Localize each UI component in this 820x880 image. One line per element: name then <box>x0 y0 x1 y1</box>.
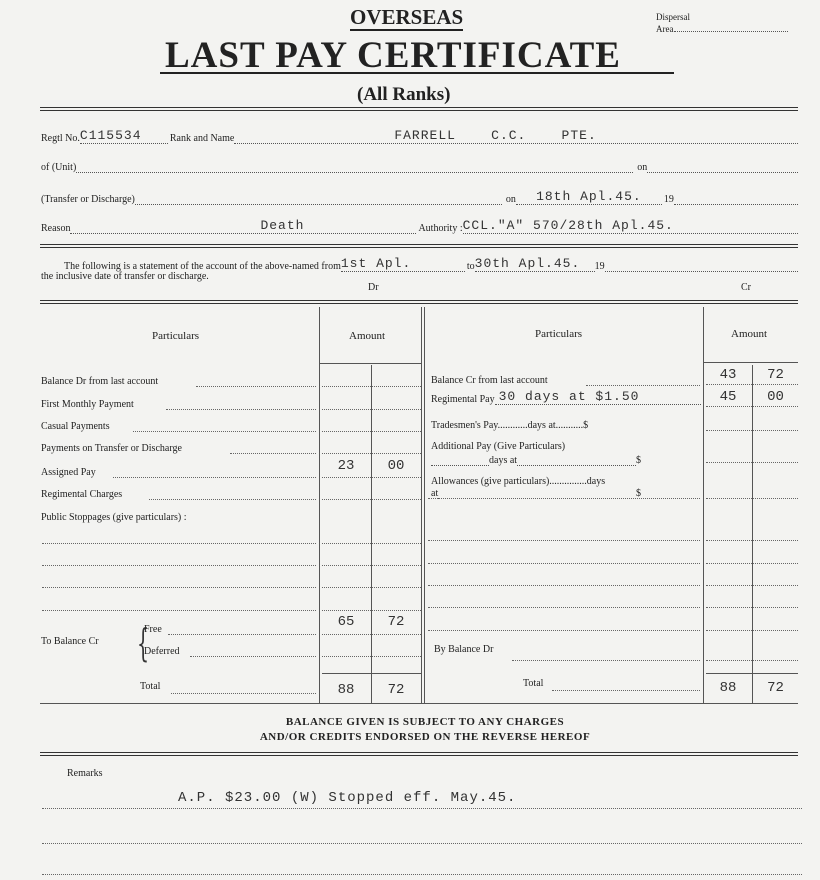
reason-label: Reason <box>41 223 71 234</box>
left-row-assigned: Assigned Pay <box>41 467 96 478</box>
balance-cr-cents: 72 <box>767 367 784 383</box>
right-dots-f <box>428 630 700 631</box>
year-label: 19 <box>663 194 674 205</box>
right-total-line <box>706 673 798 674</box>
col-line-1 <box>319 307 320 703</box>
regimental-pay-value: 30 days at $1.50 <box>495 389 701 405</box>
regtl-value: C115534 <box>80 128 168 144</box>
left-amt-dots-10 <box>322 610 421 611</box>
right-amt-dots-10 <box>706 630 798 631</box>
transfer-value <box>135 204 502 205</box>
right-row-additional-days <box>431 455 641 466</box>
free-label: Free <box>144 624 162 635</box>
left-amt-dots-2 <box>322 409 421 410</box>
right-row-additional: Additional Pay (Give Particulars) <box>431 441 566 452</box>
reg-pay-cents: 00 <box>767 389 784 405</box>
statement-line2: the inclusive date of transfer or discharge. <box>41 271 209 282</box>
left-dots-9 <box>42 587 316 588</box>
left-amt-dots-9 <box>322 587 421 588</box>
col-line-3 <box>421 307 422 703</box>
title-underline <box>160 72 674 74</box>
left-dots-5 <box>113 477 316 478</box>
notice-divider <box>40 752 798 756</box>
left-amt-dots-11 <box>322 634 421 635</box>
left-dots-8 <box>42 565 316 566</box>
authority-value: CCL."A" 570/28th Apl.45. <box>463 218 798 234</box>
on-value <box>647 172 798 173</box>
regtl-label: Regtl No. <box>41 133 80 144</box>
left-particulars-header: Particulars <box>152 330 200 342</box>
right-amt-dots-11 <box>706 660 798 661</box>
assigned-dollars: 23 <box>337 458 355 474</box>
left-row-stoppages: Public Stoppages (give particulars) : <box>41 512 187 523</box>
dollar-sign-1: $ <box>636 455 641 466</box>
right-dots-a <box>428 498 700 499</box>
col-line-6 <box>752 365 753 703</box>
right-dots-total <box>552 690 700 691</box>
left-amt-dots-1 <box>322 386 421 387</box>
dollar-sign-2: $ <box>636 488 641 499</box>
right-amount-header: Amount <box>731 328 768 340</box>
right-amt-dots-3 <box>706 430 798 431</box>
statement-row <box>64 256 798 272</box>
remarks-label: Remarks <box>67 768 103 779</box>
right-row-regimental-pay <box>431 389 701 405</box>
header-row-line-left <box>319 363 421 364</box>
free-cents: 72 <box>387 614 405 630</box>
top-divider <box>40 107 798 111</box>
by-balance-dr-label: By Balance Dr <box>434 644 494 655</box>
assigned-cents: 00 <box>387 458 405 474</box>
right-amt-dots-5 <box>706 498 798 499</box>
right-dots-e <box>428 607 700 608</box>
notice-line-2: AND/OR CREDITS ENDORSED ON THE REVERSE HEREOF <box>259 731 591 743</box>
regtl-row <box>41 128 798 144</box>
left-dots-deferred <box>190 656 316 657</box>
additional-days-label: days at <box>489 455 518 466</box>
right-dots-c <box>428 563 700 564</box>
on2-label: on <box>505 194 516 205</box>
fields-divider <box>40 244 798 248</box>
deferred-label: Deferred <box>144 646 180 657</box>
from-value: 1st Apl. <box>341 256 465 272</box>
to-value: 30th Apl.45. <box>475 256 595 272</box>
header-row-line-right <box>703 362 798 363</box>
authority-label: Authority : <box>418 223 463 234</box>
remarks-line-3 <box>42 874 802 875</box>
left-amt-dots-6 <box>322 499 421 500</box>
page-title: LAST PAY CERTIFICATE <box>165 35 621 76</box>
area-label-text: Area <box>656 24 674 34</box>
left-amt-dots-4 <box>322 453 421 454</box>
right-particulars-header: Particulars <box>535 328 583 340</box>
total-label-right: Total <box>523 678 544 689</box>
dr-label: Dr <box>368 282 379 293</box>
left-row-first-monthly: First Monthly Payment <box>41 399 134 410</box>
left-row-regimental: Regimental Charges <box>41 489 123 500</box>
left-amt-dots-3 <box>322 431 421 432</box>
total-cents-left: 72 <box>387 682 405 698</box>
regimental-pay-label: Regimental Pay <box>431 394 495 405</box>
year-value <box>674 204 798 205</box>
remarks-line-1 <box>42 808 802 809</box>
transfer-row <box>41 189 798 205</box>
reason-row <box>41 218 798 234</box>
page-subtitle: (All Ranks) <box>357 84 451 105</box>
left-dots-1 <box>196 386 316 387</box>
overseas-heading: OVERSEAS <box>350 5 464 29</box>
total-label-left: Total <box>140 681 161 692</box>
right-amt-dots-6 <box>706 540 798 541</box>
right-dots-b <box>428 540 700 541</box>
dispersal-label: Dispersal <box>656 12 690 22</box>
left-dots-10 <box>42 610 316 611</box>
notice-line-1: BALANCE GIVEN IS SUBJECT TO ANY CHARGES <box>285 716 565 728</box>
statement-line1: The following is a statement of the account of the above-named from <box>64 261 341 272</box>
free-dollars: 65 <box>337 614 355 630</box>
left-dots-7 <box>42 543 316 544</box>
left-total-line <box>322 673 421 674</box>
left-amount-header: Amount <box>349 330 386 342</box>
col-line-4 <box>424 307 425 703</box>
left-row-transfer: Payments on Transfer or Discharge <box>41 443 182 454</box>
left-dots-total <box>171 693 316 694</box>
right-amt-dots-1 <box>706 384 798 385</box>
left-amt-dots-12 <box>322 656 421 657</box>
right-amt-dots-2 <box>706 406 798 407</box>
remarks-value: A.P. $23.00 (W) Stopped eff. May.45. <box>178 790 517 806</box>
allowances-at-label: at <box>431 488 439 499</box>
statement-year-label: 19 <box>594 261 605 272</box>
left-dots-2 <box>166 409 316 410</box>
right-row-allowances: Allowances (give particulars)...............days <box>431 476 606 487</box>
left-amt-dots-8 <box>322 565 421 566</box>
unit-row <box>41 162 798 173</box>
left-dots-6 <box>149 499 316 500</box>
right-amt-dots-8 <box>706 585 798 586</box>
left-dots-4 <box>230 453 316 454</box>
right-amt-dots-7 <box>706 563 798 564</box>
right-row-tradesmen: Tradesmen's Pay............days at...........$ <box>431 420 589 431</box>
date-value: 18th Apl.45. <box>516 189 662 205</box>
right-dots-g <box>512 660 700 661</box>
statement-year-value <box>605 271 798 272</box>
remarks-line-2 <box>42 843 802 844</box>
right-dots-d <box>428 585 700 586</box>
total-dollars-left: 88 <box>337 682 355 698</box>
right-row-balance-cr: Balance Cr from last account <box>431 375 548 386</box>
cr-label: Cr <box>741 282 751 293</box>
reason-value: Death <box>70 218 416 234</box>
to-balance-cr-label: To Balance Cr <box>41 636 99 647</box>
left-row-casual: Casual Payments <box>41 421 110 432</box>
right-amt-dots-4 <box>706 462 798 463</box>
total-dollars-right: 88 <box>719 680 737 696</box>
unit-value <box>76 172 633 173</box>
col-line-2 <box>371 365 372 703</box>
brace: { <box>137 621 150 665</box>
name-value: FARRELL C.C. PTE. <box>234 128 798 144</box>
on-label: on <box>637 162 648 173</box>
left-dots-3 <box>133 431 316 432</box>
area-label <box>656 24 798 34</box>
statement-to-label: to <box>466 261 475 272</box>
left-dots-free <box>168 634 316 635</box>
bottom-line <box>40 703 798 704</box>
total-cents-right: 72 <box>767 680 784 696</box>
transfer-label: (Transfer or Discharge) <box>41 194 135 205</box>
left-row-balance-dr: Balance Dr from last account <box>41 376 159 387</box>
additional-days-amount <box>517 455 636 466</box>
balance-cr-dollars: 43 <box>719 367 737 383</box>
reg-pay-dollars: 45 <box>719 389 737 405</box>
additional-days-blank <box>431 455 489 466</box>
table-top-divider <box>40 300 798 304</box>
right-dots-1 <box>586 385 700 386</box>
right-amt-dots-9 <box>706 607 798 608</box>
left-amt-dots-7 <box>322 543 421 544</box>
left-amt-dots-5 <box>322 477 421 478</box>
unit-label: of (Unit) <box>41 162 77 173</box>
rank-name-label: Rank and Name <box>169 133 235 144</box>
